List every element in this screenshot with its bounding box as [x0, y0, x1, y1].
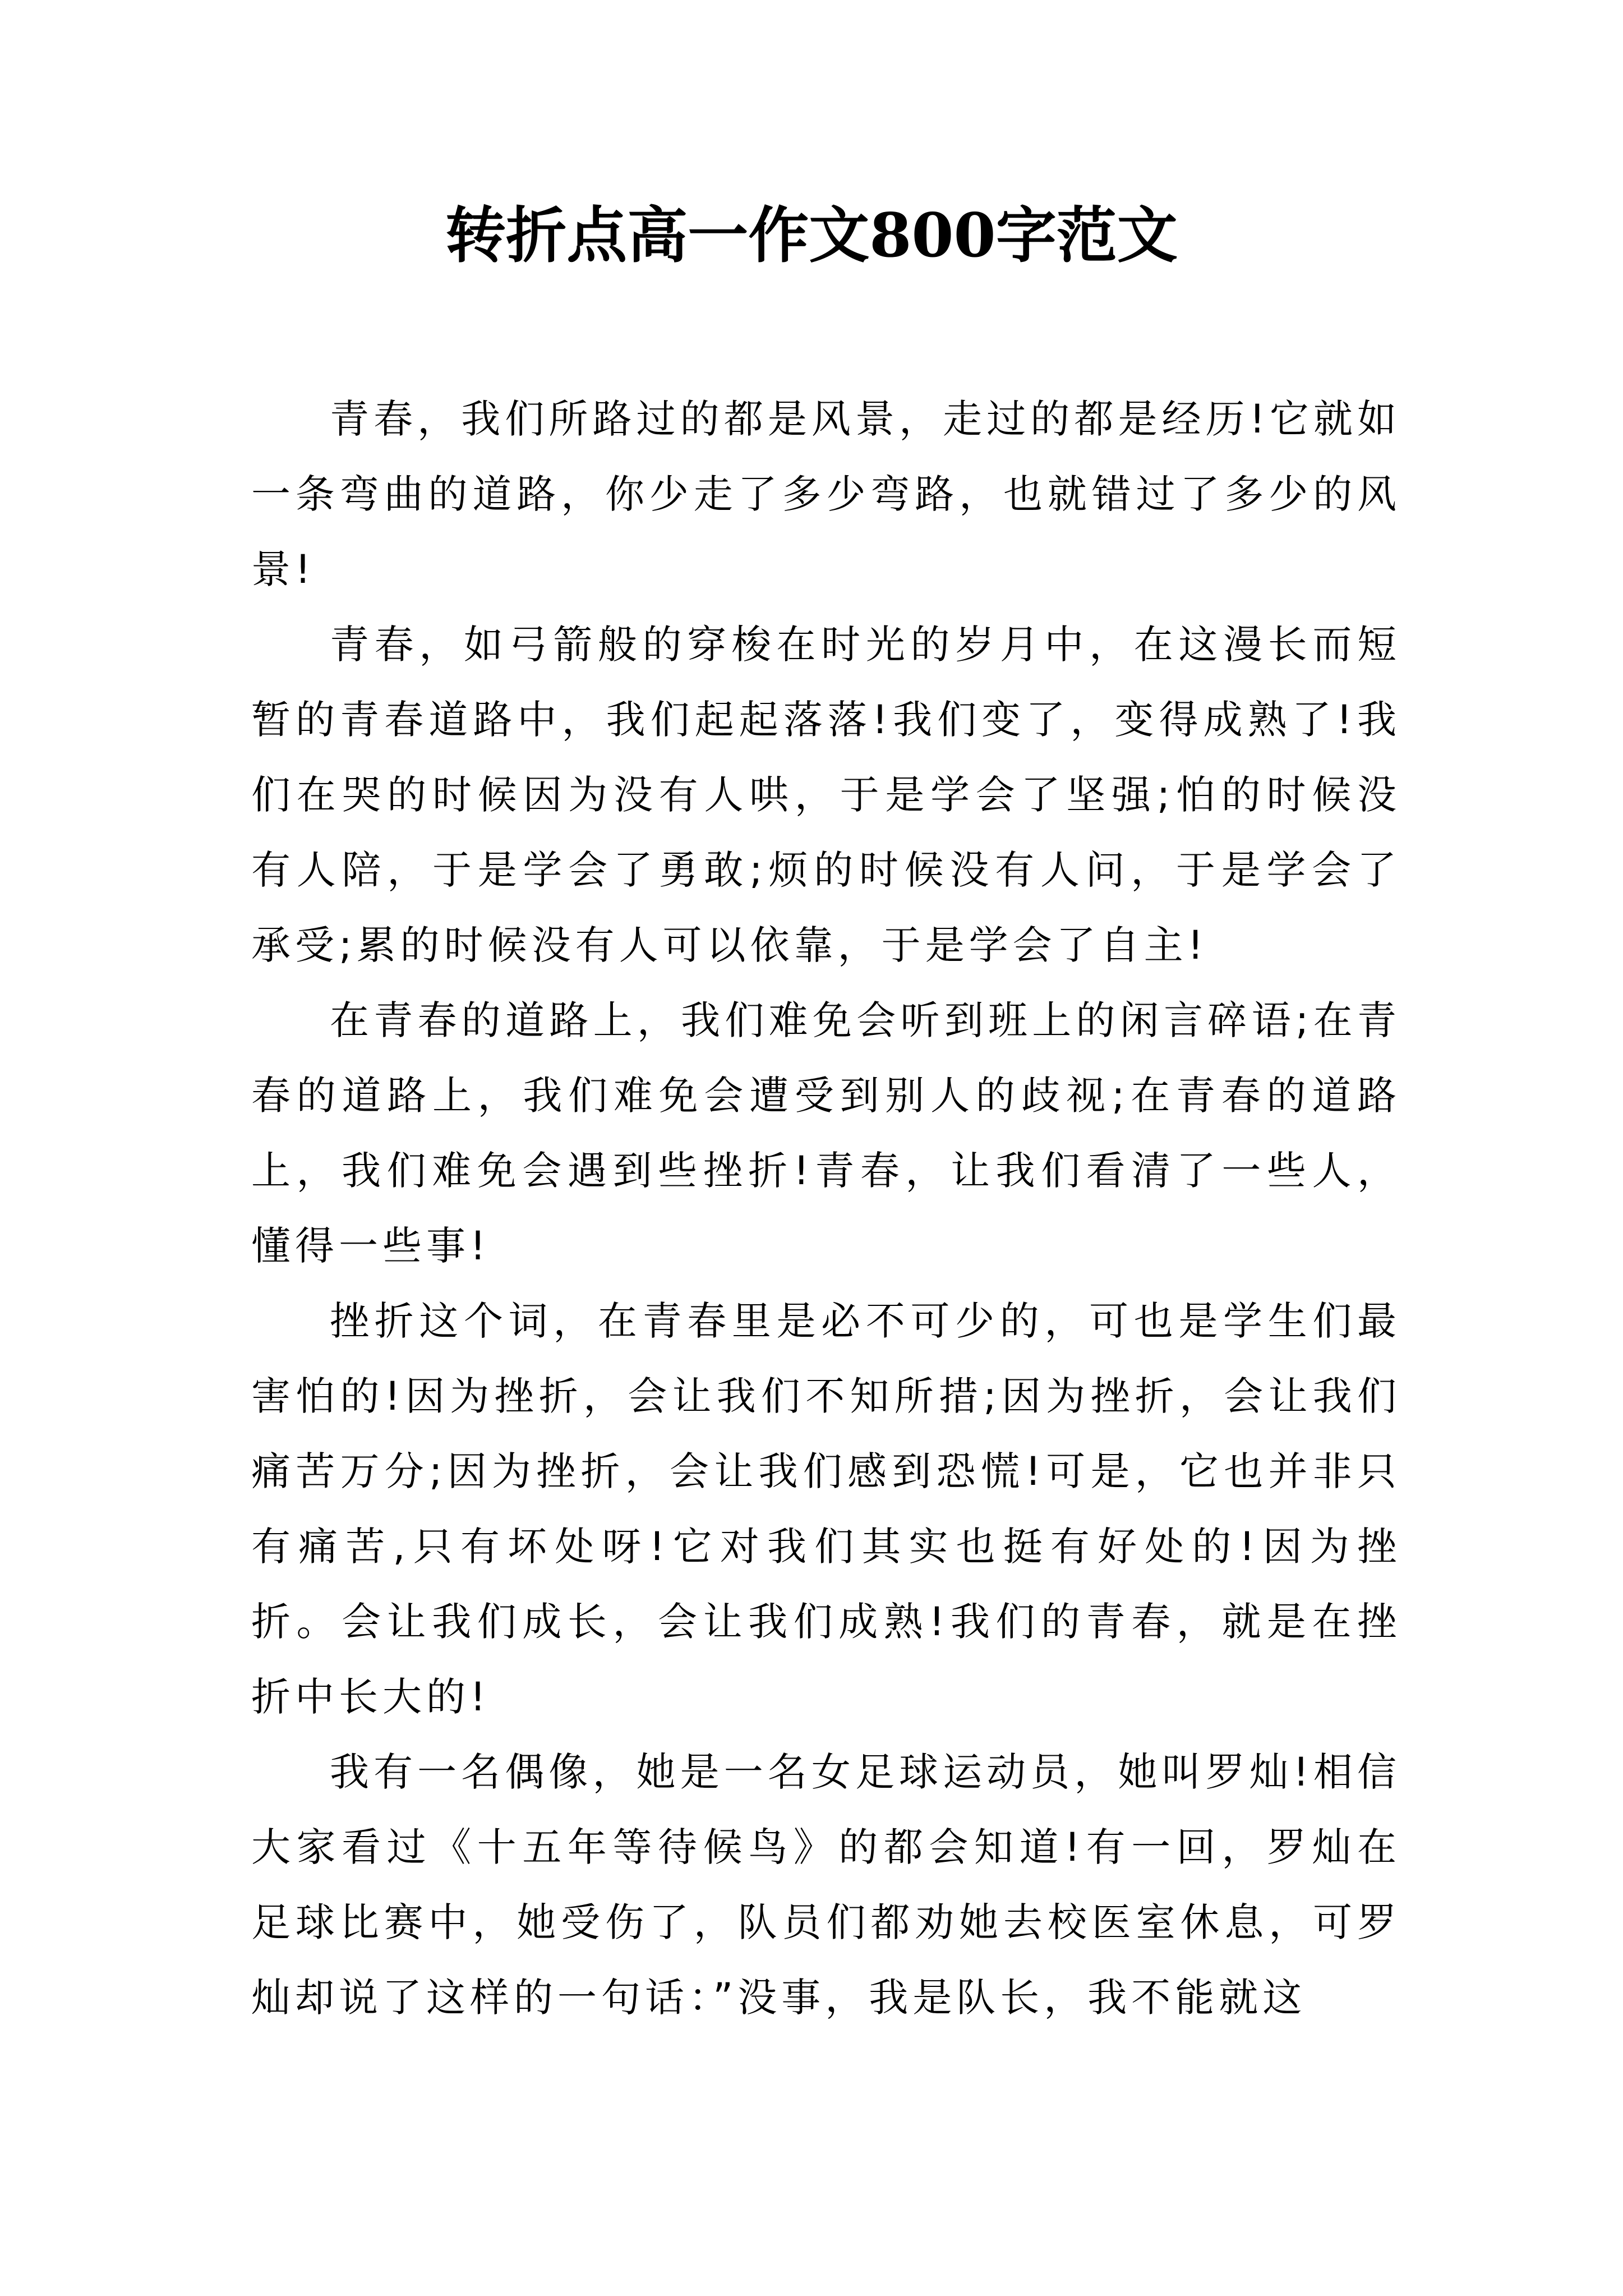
- document-body: [251, 381, 1401, 2035]
- paragraph-5: 我有一名偶像，她是一名女足球运动员，她叫罗灿!相信大家看过《十五年等待候鸟》的都会知道!有一回，罗灿在足球比赛中，她受伤了，队员们都劝她去校医室休息，可罗灿却说了这样的一句话：”没事，我是队长，我不能就这: [251, 1749, 1401, 2021]
- document-title: 转折点高一作文800字范文: [445, 200, 1178, 271]
- paragraph-2: 青春，如弓箭般的穿梭在时光的岁月中，在这漫长而短暂的青春道路中，我们起起落落!我们变了，变得成熟了!我们在哭的时候因为没有人哄，于是学会了坚强;怕的时候没有人陪，于是学会了勇敢;烦的时候没有人问，于是学会了承受;累的时候没有人可以依靠，于是学会了自主!: [251, 622, 1401, 968]
- paragraph-3: 在青春的道路上，我们难免会听到班上的闲言碎语;在青春的道路上，我们难免会遭受到别人的歧视;在青春的道路上，我们难免会遇到些挫折!青春，让我们看清了一些人，懂得一些事!: [251, 997, 1401, 1269]
- paragraph-4: 挫折这个词，在青春里是必不可少的，可也是学生们最害怕的!因为挫折，会让我们不知所措;因为挫折，会让我们痛苦万分;因为挫折，会让我们感到恐慌!可是，它也并非只有痛苦,只有坏处呀!它对我们其实也挺有好处的!因为挫折。会让我们成长，会让我们成熟!我们的青春，就是在挫折中长大的!: [251, 1298, 1401, 1720]
- paragraph-1: 青春，我们所路过的都是风景，走过的都是经历!它就如一条弯曲的道路，你少走了多少弯路，也就错过了多少的风景!: [251, 396, 1401, 592]
